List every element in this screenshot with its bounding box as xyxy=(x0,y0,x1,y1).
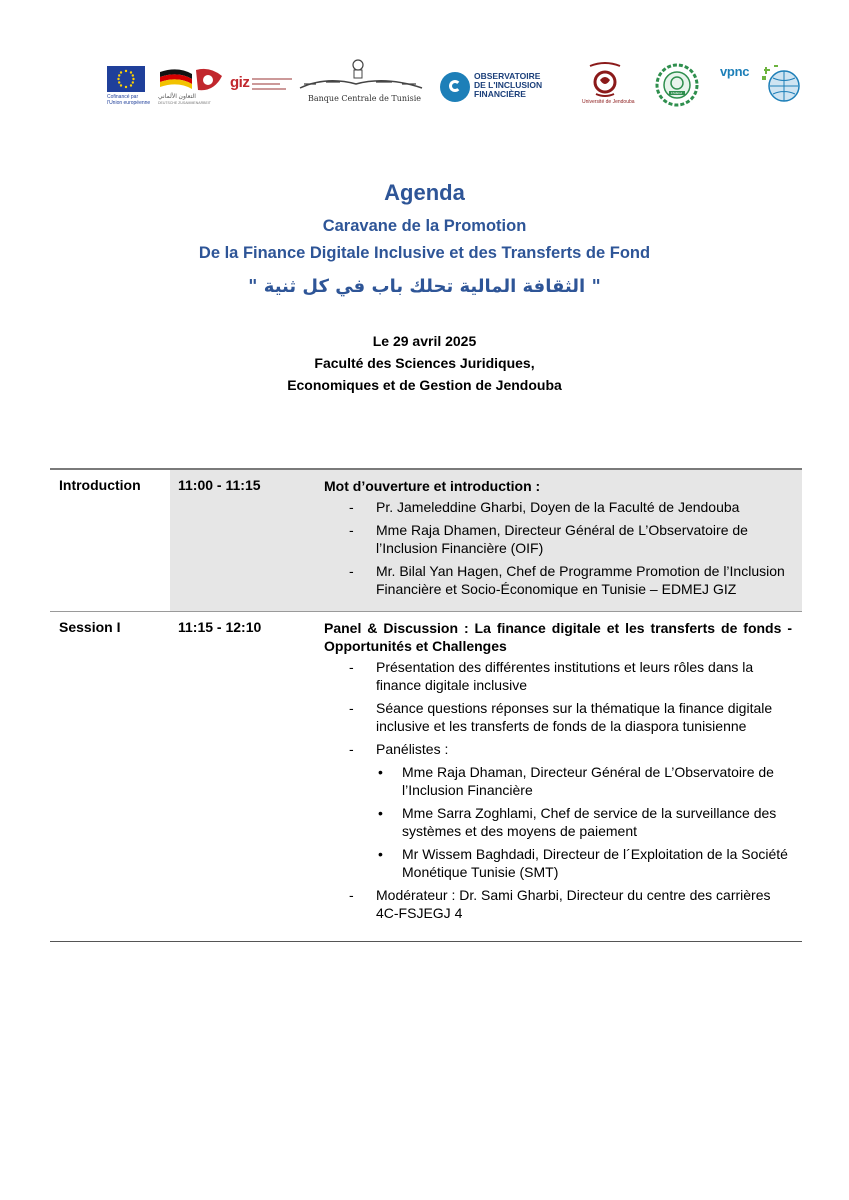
oif-wordmark: OBSERVATOIRE DE L'INCLUSION FINANCIÈRE xyxy=(474,71,543,99)
fsjegj-logo xyxy=(654,62,700,108)
partner-logos xyxy=(0,58,849,114)
session-items xyxy=(324,658,792,922)
vpnc-logo xyxy=(720,62,806,108)
session-time: 11:15 - 12:10 xyxy=(178,619,262,635)
laurel-emblem-icon xyxy=(654,62,700,108)
session-content xyxy=(324,470,802,611)
list-item: - Mr. Bilal Yan Hagen, Chef de Programme Promotion de l’Inclusion Financière et Socio-Économique en Tunisie – EDMEJ GIZ xyxy=(324,562,792,598)
cooperation-caption: DEUTSCHE ZUSAMMENARBEIT xyxy=(158,101,211,105)
list-item: - Mme Raja Dhamen, Directeur Général de L’Observatoire de l’Inclusion Financière (OIF) xyxy=(324,521,792,557)
session-content xyxy=(324,612,802,941)
cooperation-label: التعاون الألماني xyxy=(158,94,196,100)
session-title: Panel & Discussion : La finance digitale et les transferts de fonds - Opportunités et Challenges xyxy=(324,620,792,654)
event-date: Le 29 avril 2025 xyxy=(372,333,477,349)
event-place-line-1: Faculté des Sciences Juridiques, xyxy=(314,355,535,371)
oif-emblem-icon xyxy=(440,72,470,102)
giz-logo xyxy=(230,74,292,100)
session-time: 11:00 - 11:15 xyxy=(178,477,261,493)
event-place-line-2: Economiques et de Gestion de Jendouba xyxy=(287,377,562,393)
vpnc-caption xyxy=(720,80,758,84)
list-item: - Présentation des différentes institutions et leurs rôles dans la finance digitale inclusive xyxy=(324,658,792,694)
page-title: Agenda xyxy=(384,180,465,205)
eu-flag-icon xyxy=(107,66,145,92)
giz-small-text xyxy=(252,78,292,93)
session-label: Session I xyxy=(59,619,121,635)
fsjegj-caption: FSJEGJ xyxy=(671,91,683,95)
jendouba-caption: Université de Jendouba xyxy=(582,99,635,105)
bct-caption: Banque Centrale de Tunisie xyxy=(308,94,421,103)
subtitle-line-2: De la Finance Digitale Inclusive et des Transferts de Fond xyxy=(198,244,651,262)
agenda-table xyxy=(50,468,802,942)
agenda-row-introduction xyxy=(50,468,802,611)
eu-caption: Cofinancé par l'Union européenne xyxy=(107,94,151,106)
bct-emblem-icon xyxy=(296,58,426,94)
bct-logo xyxy=(296,58,426,108)
speaker-list xyxy=(324,498,792,598)
list-item: - Séance questions réponses sur la thématique la finance digitale inclusive et les transferts de fonds de la diaspora tunisienne xyxy=(324,699,792,735)
moderator-item: - Modérateur : Dr. Sami Gharbi, Directeur du centre des carrières 4C-FSJEGJ 4 xyxy=(324,886,792,922)
session-title: Mot d’ouverture et introduction : xyxy=(324,478,541,494)
giz-wordmark: giz xyxy=(230,74,250,91)
list-item xyxy=(324,740,792,881)
jendouba-university-logo xyxy=(582,60,635,108)
agenda-row-session-1 xyxy=(50,611,802,942)
panelist-item: • Mme Raja Dhaman, Directeur Général de L’Observatoire de l’Inclusion Financière xyxy=(376,763,792,799)
list-item: - Pr. Jameleddine Gharbi, Doyen de la Faculté de Jendouba xyxy=(324,498,792,516)
panelist-item: • Mme Sarra Zoghlami, Chef de service de la surveillance des systèmes et des moyens de paiement xyxy=(376,804,792,840)
arabic-slogan: " الثقافة المالية تحلك باب في كل ثنية " xyxy=(248,276,601,297)
subtitle-line-1: Caravane de la Promotion xyxy=(322,217,527,235)
eu-logo xyxy=(107,66,153,106)
oif-logo xyxy=(440,70,560,104)
jendouba-emblem-icon xyxy=(582,60,628,100)
vpnc-wordmark: vpnc xyxy=(720,64,750,79)
german-cooperation-logo xyxy=(158,66,224,106)
panelist-list xyxy=(376,763,792,881)
panelists-label: Panélistes : xyxy=(376,741,449,757)
panelist-item: • Mr Wissem Baghdadi, Directeur de l´Exploitation de la Société Monétique Tunisie (SMT) xyxy=(376,845,792,881)
globe-icon xyxy=(760,64,804,104)
session-label: Introduction xyxy=(59,477,141,493)
german-flag-icon xyxy=(158,66,224,94)
